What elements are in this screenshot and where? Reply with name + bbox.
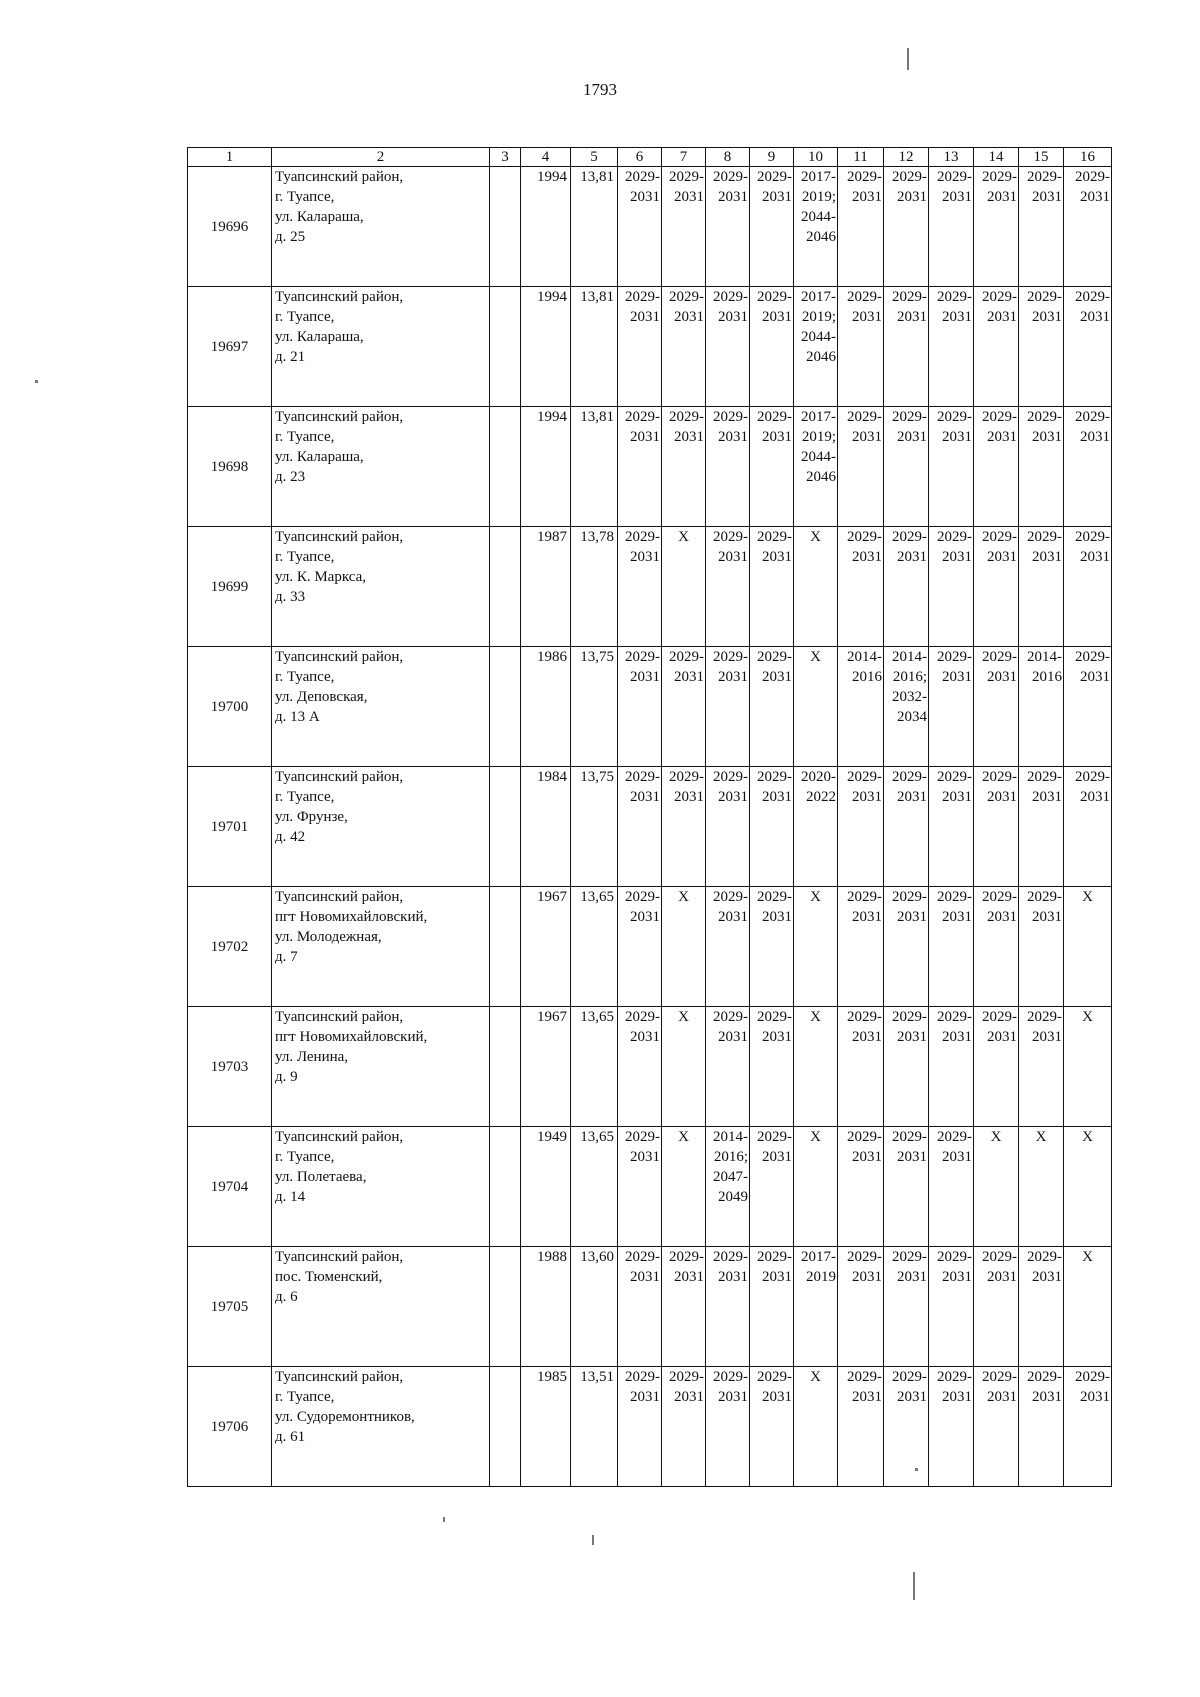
period-cell-col-16: Х [1064, 887, 1112, 1007]
period-cell-col-14: 2029- 2031 [974, 287, 1019, 407]
address-cell: Туапсинский район, пос. Тюменский, д. 6 [272, 1247, 490, 1367]
address-cell: Туапсинский район, г. Туапсе, ул. Фрунзе, д. 42 [272, 767, 490, 887]
column-header-7: 7 [662, 148, 706, 167]
period-cell-col-9: 2029- 2031 [750, 407, 794, 527]
period-cell-col-8: 2029- 2031 [706, 167, 750, 287]
period-cell-col-16: 2029- 2031 [1064, 767, 1112, 887]
year-built-cell: 1949 [521, 1127, 571, 1247]
object-id-cell: 19705 [188, 1247, 272, 1367]
value-cell: 13,65 [571, 1127, 618, 1247]
column-3-cell [490, 287, 521, 407]
period-cell-col-6: 2029- 2031 [618, 167, 662, 287]
period-cell-col-9: 2029- 2031 [750, 287, 794, 407]
object-id-cell: 19703 [188, 1007, 272, 1127]
period-cell-col-14: 2029- 2031 [974, 1247, 1019, 1367]
period-cell-col-10: 2017- 2019; 2044- 2046 [794, 167, 838, 287]
period-cell-col-8: 2029- 2031 [706, 767, 750, 887]
period-cell-col-15: 2029- 2031 [1019, 1247, 1064, 1367]
period-cell-col-15: 2029- 2031 [1019, 287, 1064, 407]
period-cell-col-12: 2029- 2031 [884, 767, 929, 887]
column-3-cell [490, 767, 521, 887]
year-built-cell: 1987 [521, 527, 571, 647]
period-cell-col-10: 2017- 2019; 2044- 2046 [794, 407, 838, 527]
period-cell-col-8: 2029- 2031 [706, 527, 750, 647]
column-3-cell [490, 1247, 521, 1367]
table-row [188, 1247, 1112, 1367]
table-row [188, 167, 1112, 287]
period-cell-col-15: 2029- 2031 [1019, 407, 1064, 527]
column-3-cell [490, 527, 521, 647]
page-number: 1793 [583, 80, 617, 99]
period-cell-col-6: 2029- 2031 [618, 1127, 662, 1247]
period-cell-col-10: 2017- 2019 [794, 1247, 838, 1367]
period-cell-col-7: 2029- 2031 [662, 167, 706, 287]
period-cell-col-8: 2029- 2031 [706, 1367, 750, 1487]
address-cell: Туапсинский район, г. Туапсе, ул. Полетаева, д. 14 [272, 1127, 490, 1247]
period-cell-col-14: 2029- 2031 [974, 1007, 1019, 1127]
table-body [188, 167, 1112, 1487]
period-cell-col-13: 2029- 2031 [929, 767, 974, 887]
period-cell-col-13: 2029- 2031 [929, 407, 974, 527]
register-table [187, 147, 1112, 1487]
period-cell-col-7: 2029- 2031 [662, 287, 706, 407]
period-cell-col-6: 2029- 2031 [618, 527, 662, 647]
column-3-cell [490, 167, 521, 287]
period-cell-col-11: 2014- 2016 [838, 647, 884, 767]
period-cell-col-16: Х [1064, 1247, 1112, 1367]
table-row [188, 407, 1112, 527]
period-cell-col-16: Х [1064, 1127, 1112, 1247]
period-cell-col-9: 2029- 2031 [750, 167, 794, 287]
period-cell-col-14: 2029- 2031 [974, 527, 1019, 647]
period-cell-col-13: 2029- 2031 [929, 1367, 974, 1487]
period-cell-col-14: Х [974, 1127, 1019, 1247]
period-cell-col-9: 2029- 2031 [750, 1007, 794, 1127]
period-cell-col-12: 2029- 2031 [884, 887, 929, 1007]
column-header-5: 5 [571, 148, 618, 167]
period-cell-col-12: 2029- 2031 [884, 1007, 929, 1127]
period-cell-col-11: 2029- 2031 [838, 527, 884, 647]
period-cell-col-15: 2014- 2016 [1019, 647, 1064, 767]
period-cell-col-14: 2029- 2031 [974, 887, 1019, 1007]
column-number-row [188, 148, 1112, 167]
year-built-cell: 1994 [521, 407, 571, 527]
object-id-cell: 19697 [188, 287, 272, 407]
column-header-9: 9 [750, 148, 794, 167]
period-cell-col-10: Х [794, 647, 838, 767]
period-cell-col-9: 2029- 2031 [750, 527, 794, 647]
period-cell-col-14: 2029- 2031 [974, 647, 1019, 767]
column-header-15: 15 [1019, 148, 1064, 167]
year-built-cell: 1988 [521, 1247, 571, 1367]
table-row [188, 1007, 1112, 1127]
period-cell-col-13: 2029- 2031 [929, 527, 974, 647]
period-cell-col-12: 2029- 2031 [884, 287, 929, 407]
period-cell-col-7: 2029- 2031 [662, 1247, 706, 1367]
period-cell-col-16: 2029- 2031 [1064, 527, 1112, 647]
column-header-8: 8 [706, 148, 750, 167]
period-cell-col-11: 2029- 2031 [838, 1007, 884, 1127]
period-cell-col-6: 2029- 2031 [618, 767, 662, 887]
period-cell-col-10: 2020- 2022 [794, 767, 838, 887]
address-cell: Туапсинский район, пгт Новомихайловский, ул. Ленина, д. 9 [272, 1007, 490, 1127]
column-header-3: 3 [490, 148, 521, 167]
period-cell-col-6: 2029- 2031 [618, 407, 662, 527]
period-cell-col-15: 2029- 2031 [1019, 1367, 1064, 1487]
period-cell-col-8: 2029- 2031 [706, 1247, 750, 1367]
period-cell-col-8: 2029- 2031 [706, 1007, 750, 1127]
year-built-cell: 1994 [521, 167, 571, 287]
column-header-1: 1 [188, 148, 272, 167]
period-cell-col-16: 2029- 2031 [1064, 407, 1112, 527]
column-header-14: 14 [974, 148, 1019, 167]
period-cell-col-8: 2029- 2031 [706, 647, 750, 767]
period-cell-col-12: 2029- 2031 [884, 407, 929, 527]
period-cell-col-13: 2029- 2031 [929, 287, 974, 407]
period-cell-col-15: 2029- 2031 [1019, 767, 1064, 887]
period-cell-col-16: Х [1064, 1007, 1112, 1127]
period-cell-col-10: Х [794, 1367, 838, 1487]
address-cell: Туапсинский район, г. Туапсе, ул. Калараша, д. 25 [272, 167, 490, 287]
period-cell-col-12: 2029- 2031 [884, 1127, 929, 1247]
address-cell: Туапсинский район, г. Туапсе, ул. Деповская, д. 13 А [272, 647, 490, 767]
object-id-cell: 19696 [188, 167, 272, 287]
period-cell-col-7: 2029- 2031 [662, 647, 706, 767]
period-cell-col-12: 2029- 2031 [884, 167, 929, 287]
column-header-10: 10 [794, 148, 838, 167]
address-cell: Туапсинский район, г. Туапсе, ул. К. Маркса, д. 33 [272, 527, 490, 647]
period-cell-col-11: 2029- 2031 [838, 767, 884, 887]
period-cell-col-13: 2029- 2031 [929, 1127, 974, 1247]
address-cell: Туапсинский район, г. Туапсе, ул. Калараша, д. 21 [272, 287, 490, 407]
period-cell-col-9: 2029- 2031 [750, 1367, 794, 1487]
object-id-cell: 19702 [188, 887, 272, 1007]
period-cell-col-12: 2029- 2031 [884, 527, 929, 647]
period-cell-col-14: 2029- 2031 [974, 767, 1019, 887]
column-header-4: 4 [521, 148, 571, 167]
period-cell-col-10: 2017- 2019; 2044- 2046 [794, 287, 838, 407]
period-cell-col-15: 2029- 2031 [1019, 167, 1064, 287]
year-built-cell: 1986 [521, 647, 571, 767]
period-cell-col-7: 2029- 2031 [662, 1367, 706, 1487]
column-header-2: 2 [272, 148, 490, 167]
period-cell-col-15: 2029- 2031 [1019, 1007, 1064, 1127]
address-cell: Туапсинский район, г. Туапсе, ул. Калараша, д. 23 [272, 407, 490, 527]
period-cell-col-7: Х [662, 1007, 706, 1127]
period-cell-col-10: Х [794, 1127, 838, 1247]
year-built-cell: 1984 [521, 767, 571, 887]
period-cell-col-16: 2029- 2031 [1064, 647, 1112, 767]
period-cell-col-14: 2029- 2031 [974, 167, 1019, 287]
column-3-cell [490, 407, 521, 527]
table-row [188, 887, 1112, 1007]
period-cell-col-15: Х [1019, 1127, 1064, 1247]
period-cell-col-9: 2029- 2031 [750, 767, 794, 887]
period-cell-col-9: 2029- 2031 [750, 1247, 794, 1367]
period-cell-col-10: Х [794, 887, 838, 1007]
period-cell-col-15: 2029- 2031 [1019, 887, 1064, 1007]
period-cell-col-13: 2029- 2031 [929, 647, 974, 767]
table-row [188, 287, 1112, 407]
period-cell-col-9: 2029- 2031 [750, 887, 794, 1007]
period-cell-col-7: Х [662, 887, 706, 1007]
period-cell-col-15: 2029- 2031 [1019, 527, 1064, 647]
column-header-12: 12 [884, 148, 929, 167]
period-cell-col-10: Х [794, 527, 838, 647]
period-cell-col-12: 2029- 2031 [884, 1247, 929, 1367]
period-cell-col-16: 2029- 2031 [1064, 1367, 1112, 1487]
period-cell-col-6: 2029- 2031 [618, 1007, 662, 1127]
table-row [188, 1127, 1112, 1247]
value-cell: 13,65 [571, 887, 618, 1007]
period-cell-col-8: 2014- 2016; 2047- 2049 [706, 1127, 750, 1247]
value-cell: 13,75 [571, 767, 618, 887]
year-built-cell: 1967 [521, 1007, 571, 1127]
period-cell-col-8: 2029- 2031 [706, 287, 750, 407]
period-cell-col-8: 2029- 2031 [706, 407, 750, 527]
period-cell-col-12: 2014- 2016; 2032- 2034 [884, 647, 929, 767]
period-cell-col-6: 2029- 2031 [618, 1247, 662, 1367]
period-cell-col-11: 2029- 2031 [838, 167, 884, 287]
period-cell-col-14: 2029- 2031 [974, 407, 1019, 527]
object-id-cell: 19704 [188, 1127, 272, 1247]
table-row [188, 527, 1112, 647]
table-header [188, 148, 1112, 167]
period-cell-col-6: 2029- 2031 [618, 887, 662, 1007]
address-cell: Туапсинский район, пгт Новомихайловский, ул. Молодежная, д. 7 [272, 887, 490, 1007]
column-3-cell [490, 647, 521, 767]
object-id-cell: 19700 [188, 647, 272, 767]
column-3-cell [490, 1367, 521, 1487]
column-header-6: 6 [618, 148, 662, 167]
period-cell-col-6: 2029- 2031 [618, 647, 662, 767]
address-cell: Туапсинский район, г. Туапсе, ул. Судоремонтников, д. 61 [272, 1367, 490, 1487]
column-header-11: 11 [838, 148, 884, 167]
table-row [188, 647, 1112, 767]
object-id-cell: 19699 [188, 527, 272, 647]
column-3-cell [490, 887, 521, 1007]
value-cell: 13,78 [571, 527, 618, 647]
column-3-cell [490, 1127, 521, 1247]
value-cell: 13,65 [571, 1007, 618, 1127]
period-cell-col-7: Х [662, 527, 706, 647]
value-cell: 13,60 [571, 1247, 618, 1367]
period-cell-col-7: Х [662, 1127, 706, 1247]
period-cell-col-11: 2029- 2031 [838, 1247, 884, 1367]
object-id-cell: 19701 [188, 767, 272, 887]
year-built-cell: 1994 [521, 287, 571, 407]
period-cell-col-14: 2029- 2031 [974, 1367, 1019, 1487]
period-cell-col-7: 2029- 2031 [662, 407, 706, 527]
period-cell-col-12: 2029- 2031 [884, 1367, 929, 1487]
value-cell: 13,81 [571, 407, 618, 527]
period-cell-col-10: Х [794, 1007, 838, 1127]
value-cell: 13,81 [571, 287, 618, 407]
period-cell-col-11: 2029- 2031 [838, 1127, 884, 1247]
period-cell-col-9: 2029- 2031 [750, 647, 794, 767]
period-cell-col-13: 2029- 2031 [929, 1247, 974, 1367]
period-cell-col-6: 2029- 2031 [618, 287, 662, 407]
period-cell-col-11: 2029- 2031 [838, 287, 884, 407]
period-cell-col-11: 2029- 2031 [838, 1367, 884, 1487]
period-cell-col-13: 2029- 2031 [929, 887, 974, 1007]
column-header-13: 13 [929, 148, 974, 167]
period-cell-col-16: 2029- 2031 [1064, 167, 1112, 287]
value-cell: 13,81 [571, 167, 618, 287]
table-row [188, 1367, 1112, 1487]
period-cell-col-13: 2029- 2031 [929, 1007, 974, 1127]
table-row [188, 767, 1112, 887]
column-3-cell [490, 1007, 521, 1127]
period-cell-col-13: 2029- 2031 [929, 167, 974, 287]
period-cell-col-8: 2029- 2031 [706, 887, 750, 1007]
period-cell-col-6: 2029- 2031 [618, 1367, 662, 1487]
period-cell-col-7: 2029- 2031 [662, 767, 706, 887]
period-cell-col-11: 2029- 2031 [838, 887, 884, 1007]
object-id-cell: 19706 [188, 1367, 272, 1487]
period-cell-col-11: 2029- 2031 [838, 407, 884, 527]
year-built-cell: 1985 [521, 1367, 571, 1487]
value-cell: 13,75 [571, 647, 618, 767]
period-cell-col-9: 2029- 2031 [750, 1127, 794, 1247]
year-built-cell: 1967 [521, 887, 571, 1007]
object-id-cell: 19698 [188, 407, 272, 527]
period-cell-col-16: 2029- 2031 [1064, 287, 1112, 407]
value-cell: 13,51 [571, 1367, 618, 1487]
column-header-16: 16 [1064, 148, 1112, 167]
